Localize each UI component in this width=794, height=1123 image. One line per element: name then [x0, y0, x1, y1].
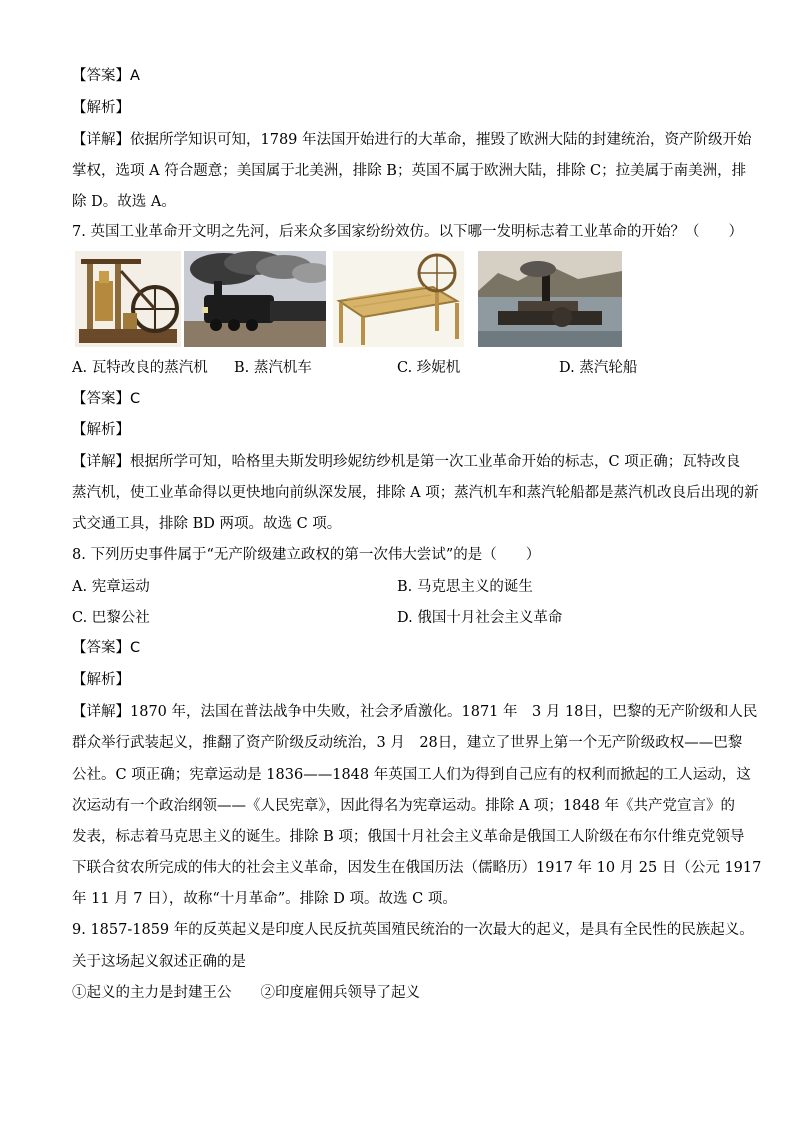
q7-stem: 7. 英国工业革命开文明之先河，后来众多国家纷纷效仿。以下哪一发明标志着工业革命的开始？（ ）: [72, 224, 743, 240]
spinning-jenny-image: [333, 251, 464, 347]
q8-detail-line-2: 群众举行武装起义，推翻了资产阶级反动统治，3 月 28日，建立了世界上第一个无产阶级政权——巴黎: [72, 735, 743, 751]
q7-option-a[interactable]: A. 瓦特改良的蒸汽机: [72, 360, 208, 376]
q6-detail-line-3: 除 D。故选 A。: [72, 194, 176, 210]
q7-option-c[interactable]: C. 珍妮机: [397, 360, 461, 376]
q8-option-d[interactable]: D. 俄国十月社会主义革命: [397, 610, 563, 626]
q8-detail-line-1: 【详解】1870 年，法国在普法战争中失败，社会矛盾激化。1871 年 3 月 18日，巴黎的无产阶级和人民: [72, 704, 758, 720]
q8-detail-line-4: 次运动有一个政治纲领——《人民宪章》，因此得名为宪章运动。排除 A 项；1848 年《共产党宣言》的: [72, 798, 735, 814]
q8-detail-line-7: 年 11 月 7 日），故称“十月革命”。排除 D 项。故选 C 项。: [72, 891, 457, 907]
q9-statements: ①起义的主力是封建王公 ②印度雇佣兵领导了起义: [72, 985, 420, 1001]
q8-detail-line-5: 发表，标志着马克思主义的诞生。排除 B 项；俄国十月社会主义革命是俄国工人阶级在布尔什维克党领导: [72, 829, 745, 845]
q8-option-b[interactable]: B. 马克思主义的诞生: [397, 579, 533, 595]
q7-detail-line-3: 式交通工具，排除 BD 两项。故选 C 项。: [72, 516, 342, 532]
q8-detail-line-3: 公社。C 项正确；宪章运动是 1836——1848 年英国工人们为得到自己应有的权利而掀起的工人运动，这: [72, 767, 751, 783]
q6-detail-line-2: 掌权，选项 A 符合题意；美国属于北美洲，排除 B；英国不属于欧洲大陆，排除 C；拉美属于南美洲，排: [72, 163, 747, 179]
q7-option-b[interactable]: B. 蒸汽机车: [234, 360, 312, 376]
q9-stem-line-1: 9. 1857-1859 年的反英起义是印度人民反抗英国殖民统治的一次最大的起义，是具有全民性的民族起义。: [72, 922, 754, 938]
q7-analysis: 【解析】: [72, 422, 130, 438]
steamboat-image: [478, 251, 622, 347]
q7-answer: 【答案】C: [72, 391, 141, 407]
q8-option-a[interactable]: A. 宪章运动: [72, 579, 150, 595]
q8-stem: 8. 下列历史事件属于“无产阶级建立政权的第一次伟大尝试”的是（ ）: [72, 547, 541, 563]
q6-analysis: 【解析】: [72, 100, 130, 116]
q7-detail-line-1: 【详解】根据所学可知，哈格里夫斯发明珍妮纺纱机是第一次工业革命开始的标志，C 项正确；瓦特改良: [72, 454, 741, 470]
q6-answer: 【答案】A: [72, 68, 140, 84]
q7-detail-line-2: 蒸汽机，使工业革命得以更快地向前纵深发展，排除 A 项；蒸汽机车和蒸汽轮船都是蒸汽机改良后出现的新: [72, 485, 759, 501]
q7-option-d[interactable]: D. 蒸汽轮船: [559, 360, 638, 376]
q9-stem-line-2: 关于这场起义叙述正确的是: [72, 954, 246, 970]
q8-option-c[interactable]: C. 巴黎公社: [72, 610, 150, 626]
steam-locomotive-image: [184, 251, 326, 347]
q8-answer: 【答案】C: [72, 640, 141, 656]
q8-analysis: 【解析】: [72, 672, 130, 688]
q6-detail-line-1: 【详解】依据所学知识可知，1789 年法国开始进行的大革命，摧毁了欧洲大陆的封建统治，资产阶级开始: [72, 132, 752, 148]
q8-detail-line-6: 下联合贫农所完成的伟大的社会主义革命，因发生在俄国历法（儒略历）1917 年 10 月 25 日（公元 1917: [72, 860, 762, 876]
steam-engine-image: [75, 251, 181, 347]
